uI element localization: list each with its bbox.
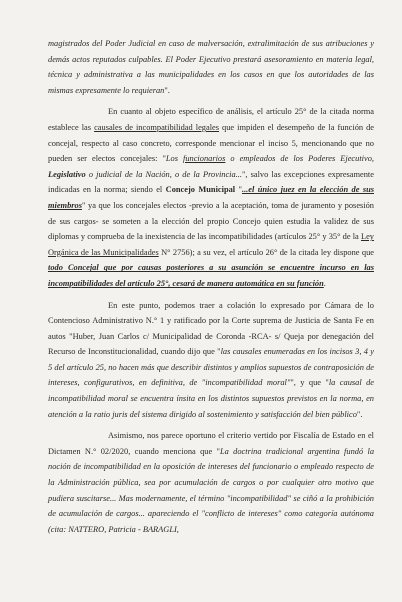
text-run: ". xyxy=(164,85,170,95)
bold-underlined-quote: ...el único juez en la elección de sus miembros xyxy=(48,185,374,210)
text-run: En cuanto al objeto específico de análisis, el artículo 25° de la citada norma establece las xyxy=(48,107,374,132)
text-run: " xyxy=(235,185,242,195)
quote-text: Los xyxy=(165,154,184,164)
bold-quote-text: Legislativo xyxy=(48,169,86,179)
text-run: que impiden el desempeño de la función de concejal, respecto al caso concreto, corresponde mencionar el inciso 5, mencionando que no pueden ser electos concejales: " xyxy=(48,122,375,164)
quote-text: o empleados de los Poderes Ejecutivo, xyxy=(225,154,374,164)
text-run: " ya que los concejales electos -previo a la aceptación, toma de juramento y posesión de sus cargos- se someten a la elección del propio Concejo quien estudia la validez de sus diplomas y comprueba de la inexistencia de las incompatibilidades (artículos 25° y 35° de la xyxy=(48,200,374,242)
text-run: ", salvo las excepciones expresamente indicadas en la norma; siendo el xyxy=(48,169,374,195)
text-run: N° 2756); a su vez, el artículo 26° de la citada ley dispone que xyxy=(158,247,374,257)
underlined-quote-text: funcionarios xyxy=(183,154,226,164)
paragraph-1 xyxy=(48,36,374,98)
quote-text: magistrados del Poder Judicial en caso de malversación, extralimitación de sus atribuciones y demás actos reputados culpables. El Poder Ejecutivo prestará asesoramiento en materia legal, técnica y administrativa a las municipalidades en los casos en que los autoridades de las mismas expresamente lo requieran xyxy=(48,39,374,95)
text-run: ", y que " xyxy=(290,378,329,388)
text-run: Asimismo, nos parece oportuno el criterio vertido por Fiscalía de Estado en el Dictamen N.° 02/2020, cuando menciona que " xyxy=(48,431,374,456)
text-run: En este punto, podemos traer a colación lo expresado por Cámara de lo Contencioso Administrativo N.° 1 y ratificado por la Corte suprema de Justicia de Santa Fe en autos "Huber, Juan Carlos c/ Municipalidad de Coronda -RCA- s/ Queja por denegación del Recurso de Inconstitucionalidad, cuando dijo que " xyxy=(48,300,374,357)
underlined-text: causales de incompatibilidad legales xyxy=(94,122,220,132)
quote-text: las causales enumeradas en los incisos 3, 4 y 5 del artículo 25, no hacen más que describir distintos y amplios supuestos de contraposición de intereses, configurativos, en definitiva, de "incompatibilidad moral" xyxy=(48,347,374,388)
paragraph-3 xyxy=(48,298,374,423)
quote-text: o judicial de la Nación, o de la Provincia... xyxy=(85,169,242,179)
quote-text: la causal de incompatibilidad moral se encuentra ínsita en los distintos supuestos previstos en la norma, en atención a la ratio juris del sistema dirigido al sostenimiento y satisfacción del bien público xyxy=(48,378,374,419)
bold-underlined-quote: todo Concejal que por causas posteriores a su asunción se encuentre incurso en las incompatibilidades del artículo 25°, cesará de manera automática en su función xyxy=(48,263,374,288)
text-run: ". xyxy=(356,409,363,419)
text-run: . xyxy=(323,278,326,288)
paragraph-2 xyxy=(48,104,374,291)
quote-text: La doctrina tradicional argentina fundó la noción de incompatibilidad en la oposición de intereses del funcionario o empleado respecto de la Administración pública, sea por acumulación de cargos o por cualquier otro motivo que pudiera suscitarse... Mas modernamente, el término "incompatibilidad" se ciñó a la prohibición de acumulación de cargos... apareciendo el "conflicto de intereses" como categoría autónoma (cita: NATTERO, Patricia - BARAGLI, xyxy=(48,446,375,534)
underlined-text: Ley Orgánica de las Municipalidades xyxy=(48,232,374,257)
bold-text: Concejo Municipal xyxy=(165,185,236,195)
paragraph-4 xyxy=(48,428,374,537)
